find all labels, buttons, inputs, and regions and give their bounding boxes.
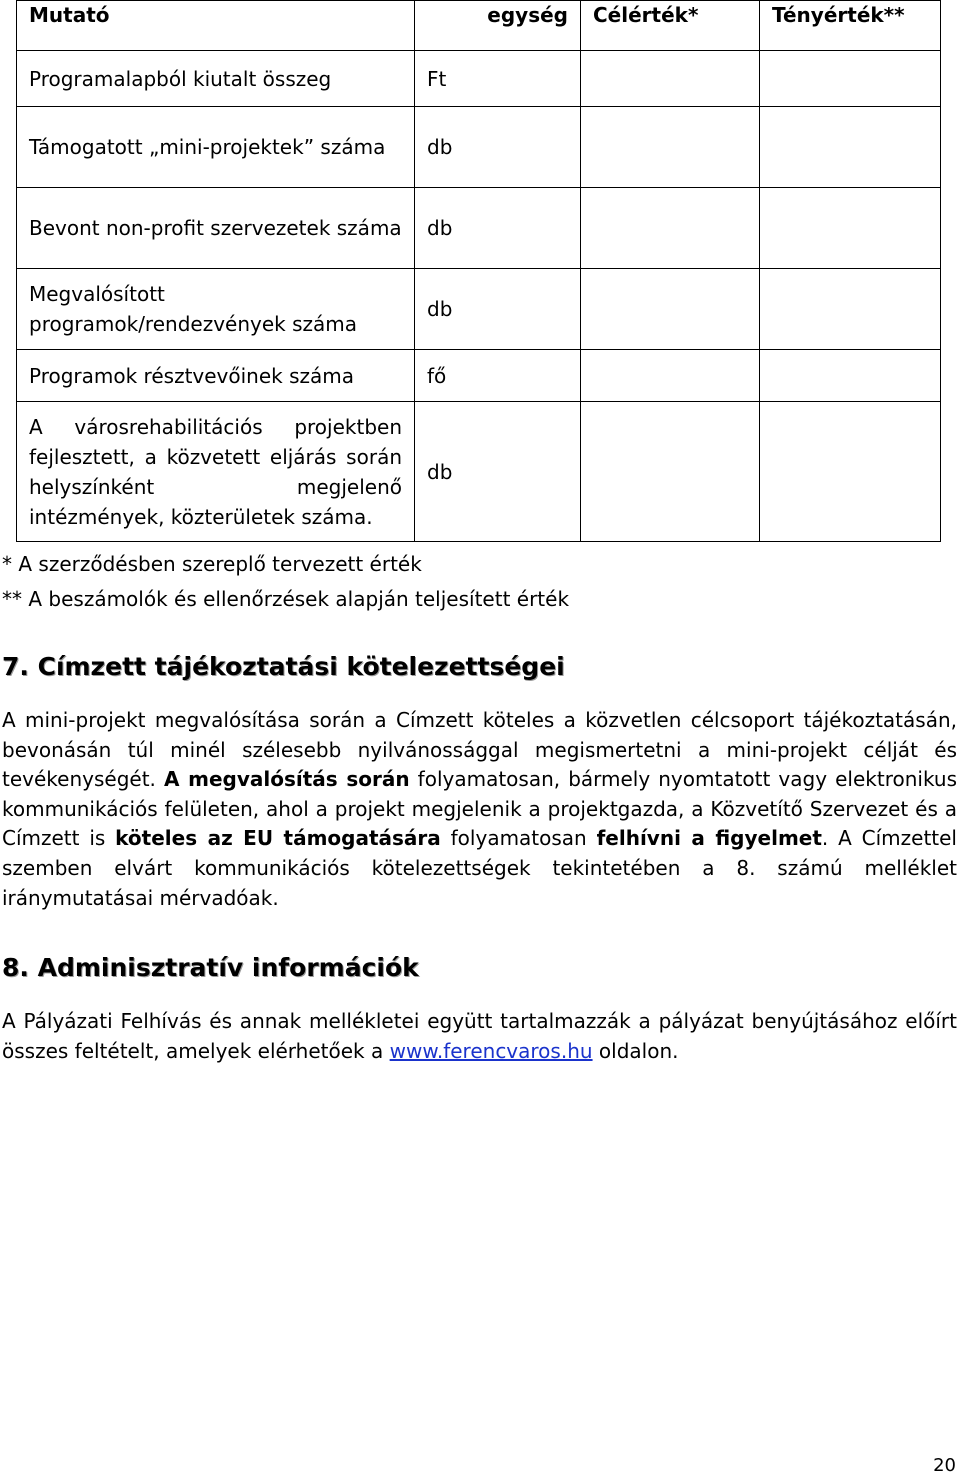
target-cell bbox=[581, 107, 760, 188]
table-row bbox=[17, 51, 941, 107]
bold-run: A megvalósítás során bbox=[163, 767, 410, 792]
table-row bbox=[17, 350, 941, 402]
target-cell bbox=[581, 51, 760, 107]
header-unit: egység bbox=[415, 1, 581, 51]
indicator-cell: Támogatott „mini-projektek” száma bbox=[17, 107, 415, 188]
indicator-cell: Programalapból kiutalt összeg bbox=[17, 51, 415, 107]
indicator-cell: Bevont non-profit szervezetek száma bbox=[17, 188, 415, 269]
table-header-row bbox=[17, 1, 941, 51]
table-row bbox=[17, 402, 941, 542]
section-8-paragraph bbox=[2, 1007, 957, 1066]
table-footnotes bbox=[2, 547, 569, 617]
indicator-cell: Programok résztvevőinek száma bbox=[17, 350, 415, 402]
website-link[interactable]: www.ferencvaros.hu bbox=[389, 1038, 593, 1063]
header-target: Célérték* bbox=[581, 1, 760, 51]
target-cell bbox=[581, 269, 760, 350]
unit-cell: db bbox=[415, 269, 581, 350]
unit-cell: fő bbox=[415, 350, 581, 402]
text-run: folyamatosan, bármely nyomtatott vagy elektronikus kommunikációs felületen, ahol a projekt megjelenik a projektgazda, a Közvetítő Szervezet és a Címzett is bbox=[2, 767, 958, 851]
bold-run: felhívni a figyelmet bbox=[596, 826, 822, 851]
table-row bbox=[17, 188, 941, 269]
unit-cell: Ft bbox=[415, 51, 581, 107]
section-7-heading: 7. Címzett tájékoztatási kötelezettségei bbox=[2, 652, 565, 681]
actual-cell bbox=[760, 107, 941, 188]
unit-cell: db bbox=[415, 402, 581, 542]
table-row bbox=[17, 107, 941, 188]
page-number: 20 bbox=[933, 1455, 956, 1476]
indicator-cell: A városrehabilitációs projektben fejlesztett, a közvetett eljárás során helyszínként megjelenő intézmények, közterületek száma. bbox=[17, 402, 415, 542]
actual-cell bbox=[760, 269, 941, 350]
unit-cell: db bbox=[415, 188, 581, 269]
actual-cell bbox=[760, 402, 941, 542]
text-run: folyamatosan bbox=[440, 826, 597, 851]
text-run: A Pályázati Felhívás és annak mellékletei együtt tartalmazzák a pályázat benyújtásához előírt összes feltételt, amelyek elérhetőek a bbox=[2, 1009, 957, 1063]
indicator-cell: Megvalósított programok/rendezvények száma bbox=[17, 269, 415, 350]
text-run: . A Címzettel szemben elvárt kommunikációs kötelezettségek tekintetében a 8. számú melléklet iránymutatásai mérvadóak. bbox=[2, 826, 957, 910]
target-cell bbox=[581, 402, 760, 542]
section-8-heading: 8. Adminisztratív információk bbox=[2, 953, 419, 982]
text-run: oldalon. bbox=[592, 1038, 679, 1063]
target-cell bbox=[581, 350, 760, 402]
indicator-table bbox=[16, 0, 941, 542]
actual-footnote: ** A beszámolók és ellenőrzések alapján teljesített érték bbox=[2, 587, 570, 611]
actual-cell bbox=[760, 51, 941, 107]
section-7-paragraph bbox=[2, 706, 957, 913]
actual-cell bbox=[760, 350, 941, 402]
target-footnote: * A szerződésben szereplő tervezett érték bbox=[2, 552, 422, 576]
unit-cell: db bbox=[415, 107, 581, 188]
header-indicator: Mutató bbox=[17, 1, 415, 51]
bold-run: köteles az EU támogatására bbox=[115, 826, 441, 851]
text-run: A mini-projekt megvalósítása során a Címzett köteles a közvetlen célcsoport tájékoztatásán, bevonásán túl minél szélesebb nyilvánossággal megismertetni a mini-projekt célját és tevékenységét. bbox=[2, 708, 957, 792]
target-cell bbox=[581, 188, 760, 269]
actual-cell bbox=[760, 188, 941, 269]
table-row bbox=[17, 269, 941, 350]
header-actual: Tényérték** bbox=[760, 1, 941, 51]
